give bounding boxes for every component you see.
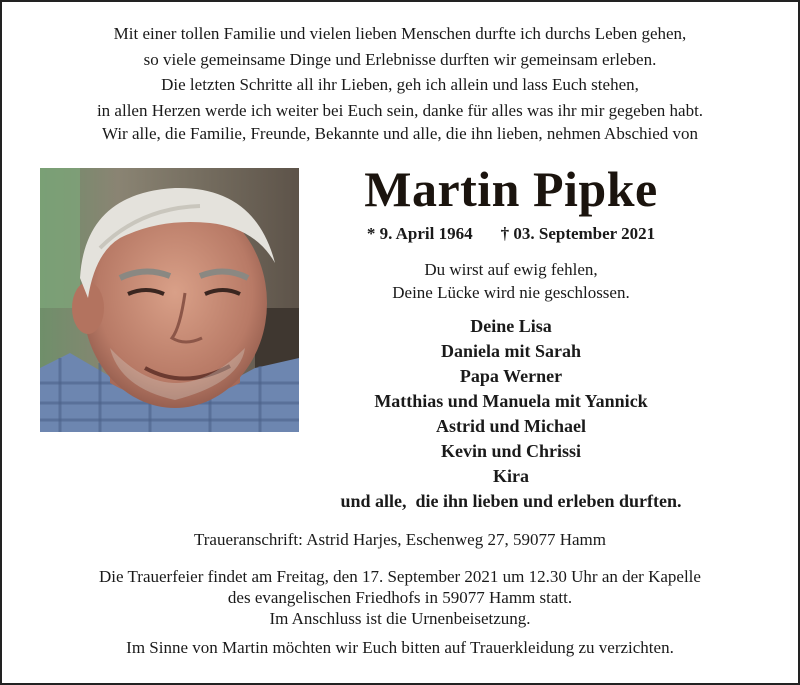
poem: [0, 21, 800, 123]
birth-date: * 9. April 1964: [366, 224, 473, 243]
service-line: Im Anschluss ist die Urnenbeisetzung.: [269, 609, 531, 628]
mourner: Papa Werner: [459, 366, 563, 386]
portrait-photo: [40, 168, 299, 432]
mourning-address: Traueranschrift: Astrid Harjes, Eschenweg 27, 59077 Hamm: [193, 530, 606, 549]
mourner: Daniela mit Sarah: [440, 341, 581, 361]
poem-line: Mit einer tollen Familie und vielen lieben Menschen durfte ich durchs Leben gehen,: [113, 24, 687, 43]
poem-line: in allen Herzen werde ich weiter bei Euch sein, danke für alles was ihr mir gegeben habt.: [96, 100, 704, 120]
poem-line: so viele gemeinsame Dinge und Erlebnisse durften wir gemeinsam erleben.: [143, 49, 657, 69]
mourner: Astrid und Michael: [435, 416, 586, 436]
deceased-name: Martin Pipke: [364, 161, 658, 217]
mourner: Kira: [493, 466, 529, 486]
quote-line: Deine Lücke wird nie geschlossen.: [392, 283, 630, 302]
mourner: Matthias und Manuela mit Yannick: [374, 391, 648, 411]
service-line: Die Trauerfeier findet am Freitag, den 17. September 2021 um 12.30 Uhr an der Kapelle: [99, 567, 701, 586]
closing-note: Im Sinne von Martin möchten wir Euch bitten auf Trauerkleidung zu verzichten.: [126, 638, 674, 657]
intro-text: Wir alle, die Familie, Freunde, Bekannte und alle, die ihn lieben, nehmen Abschied von: [101, 124, 699, 143]
quote-line: Du wirst auf ewig fehlen,: [424, 260, 598, 279]
poem-line: Die letzten Schritte all ihr Lieben, geh ich allein und lass Euch stehen,: [161, 75, 639, 94]
service-line: des evangelischen Friedhofs in 59077 Hamm statt.: [227, 588, 573, 607]
portrait-illustration: [40, 168, 299, 432]
mourner: Kevin und Chrissi: [440, 441, 582, 461]
death-date: † 03. September 2021: [500, 224, 656, 243]
life-dates: [310, 224, 712, 244]
mourner: und alle, die ihn lieben und erleben durften.: [340, 491, 682, 511]
memorial-quote: [310, 258, 712, 304]
service-info: [0, 566, 800, 629]
mourner: Deine Lisa: [470, 316, 552, 336]
mourners-list: [310, 314, 712, 514]
